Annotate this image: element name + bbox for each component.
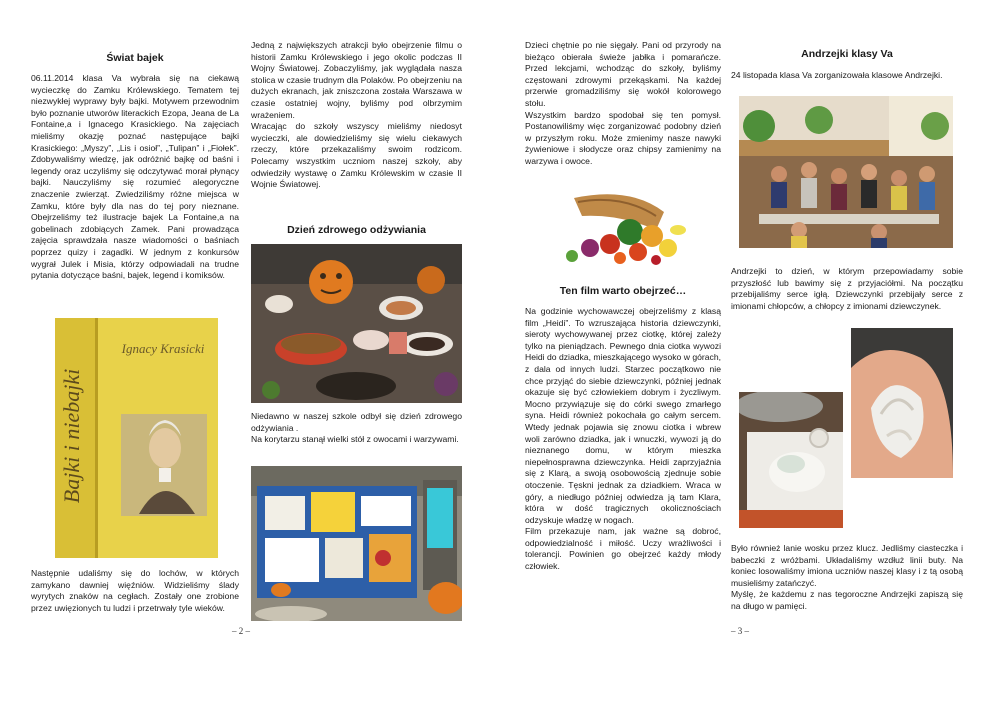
article-title-ten-film: Ten film warto obejrzeć… xyxy=(559,285,687,297)
article-paragraph: Było również lanie wosku przez klucz. Jedliśmy ciasteczka i babeczki z wróżbami. Układaliśmy wzdłuż linii buty. Na koniec losowaliśmy imiona uczniów naszej klasy i z tą osobą musieliśmy zatańczyć. xyxy=(731,543,963,588)
article-paragraph: Dzieci chętnie po nie sięgały. Pani od przyrody na bieżąco obierała świeże jabłka i pomarańcze. Przed lekcjami, wchodząc do szkoły, byliśmy częstowani zdrowymi przekąskami. Na każdej przerwie gromadziliśmy się wokół kolorowego stołu. xyxy=(525,40,721,108)
heart-pin-photo xyxy=(851,328,953,478)
article-paragraph: Jedną z największych atrakcji było obejrzenie filmu o historii Zamku Królewskiego i jego okolic podczas II Wojny Światowej. Zobaczyliśmy, jak wyglądała nasza stolica w czasie trudnym dla Polaków. Po obejrzeniu na dużych ekranach, jak zniszczona została Warszawa w czasie ostatniej wojny, byliśmy pod olbrzymim wrażeniem. xyxy=(251,40,462,120)
book-author-text: Ignacy Krasicki xyxy=(121,341,205,356)
article-paragraph: Na korytarzu stanął wielki stół z owocami i warzywami. xyxy=(251,434,459,445)
article-paragraph: Myślę, że każdemu z nas tegoroczne Andrzejki zapiszą się na długo w pamięci. xyxy=(731,589,963,611)
fruit-cornucopia-image xyxy=(560,186,690,266)
page-number-3: – 3 – xyxy=(731,626,749,636)
article-paragraph: 06.11.2014 klasa Va wybrała się na ciekawą wycieczkę do Zamku Królewskiego. Tematem tej niezwykłej wyprawy były bajki. Motywem przewodnim było poznanie utworów literackich Ezopa, Jeana de La Fontaine,a i Ignacego Krasickiego. Na zajęciach mieliśmy okazję poznać następujące bajki Krasickiego: „Myszy”, „Lis i osioł”, „Tulipan” i „Fiołek”. Zdobywaliśmy wiedzę, jak odróżnić bajkę od baśni i legendy oraz uczyliśmy się odczytywać morał płynący bajki. Nauczyliśmy się rozumieć alegoryczne znaczenie zwierząt. Zwiedziliśmy różne miejsca w Zamku, które były dla nas do tej pory nieznane. Obejrzeliśmy też ilustracje bajek La Fontaine,a na gobelinach zdobiących Zamek. Pani prowadząca zajęcia sprawdzała nasze wiadomości o baśniach poprzez quizy i zagadki. W jednym z konkursów wygrał Julek i Misia, którzy odpowiadali na trudne pytania dotyczące baśni, bajek, legend i komiksów. xyxy=(31,73,239,281)
column-dzien-zdrowego xyxy=(251,411,462,446)
article-paragraph: Na godzinie wychowawczej obejrzeliśmy z klasą film „Heidi”. To wzruszająca historia dziewczynki, sieroty wychowywanej przez ciotkę, której zależy tylko na pieniądzach. Pewnego dnia ciotka wywozi Heidi do dziadka, mieszkającego wysoko w górach, z dala od innych ludzi. Starzec początkowo nie chce przyjąć do siebie dziewczynki, później jednak okazuje się być człowiekiem dobrym i życzliwym. Mocno przywiązuje się do córki swego zmarłego syna. Heidi również pokochała go całym sercem. Wtedy jednak pojawia się znowu ciotka i wbrew woli zarówno dziadka, jak i wnuczki, wywozi ją do nieznanego domu, w którym mieszka niepełnosprawna dziewczynka. Heidi zaprzyjaźnia się z Klarą, a swoją osobowością zjednuje sobie otoczenie. Tęskni jednak za dziadkiem. Wraca w góry, a niedługo później odwiedza ją tam Klara, która w dość tragicznych okolicznościach odzyskuje władzę w nogach. xyxy=(525,306,721,525)
column-lochy xyxy=(31,568,239,614)
article-title-andrzejki: Andrzejki klasy Va xyxy=(801,48,893,60)
column-andrzejki-opis xyxy=(731,266,963,312)
book-title-text: Bajki i niebajki xyxy=(59,368,84,504)
wax-pouring-photo xyxy=(739,392,843,528)
article-paragraph: Niedawno w naszej szkole odbył się dzień zdrowego odżywiania . xyxy=(251,411,462,433)
column-film-zamek xyxy=(251,40,462,191)
page-number-2: – 2 – xyxy=(232,626,250,636)
article-paragraph: 24 listopada klasa Va zorganizowała klasowe Andrzejki. xyxy=(731,70,943,80)
column-owoce xyxy=(525,40,721,168)
article-title-dzien-zdrowego: Dzień zdrowego odżywiania xyxy=(287,224,426,236)
column-swiat-bajek xyxy=(31,52,239,282)
corridor-exhibition-photo xyxy=(251,466,462,621)
article-title-swiat-bajek: Świat bajek xyxy=(106,52,164,64)
article-paragraph: Wracając do szkoły wszyscy mieliśmy niedosyt wycieczki, ale dowiedzieliśmy się wielu ciekawych rzeczy, które przekazaliśmy swoim rodzicom. Polecamy wszystkim uczniom naszej szkoły, aby odwiedziły wystawę o Zamku Królewskim w czasie II Wojnie Światowej. xyxy=(251,121,462,190)
article-paragraph: Następnie udaliśmy się do lochów, w których zamykano dawniej więźniów. Widzieliśmy ślady wyrytych znaków na cegłach. Zostały one zrobione przez uwięzionych tu ludzi i przetrwały tyle wieków. xyxy=(31,568,239,613)
article-paragraph: Wszystkim bardzo spodobał się ten pomysł. Postanowiliśmy więc zorganizować podobny dzień w przyszłym roku. Może zmienimy nasze nawyki żywieniowe i słodycze oraz chipsy zamienimy na warzywa i owoce. xyxy=(525,109,721,166)
article-paragraph: Film przekazuje nam, jak ważne są dobroć, odpowiedzialność i miłość. Uczy wrażliwości i tolerancji. Powinien go obejrzeć każdy młody człowiek. xyxy=(525,526,721,572)
column-andrzejki-intro xyxy=(731,70,963,82)
book-cover-photo xyxy=(55,318,218,558)
article-paragraph: Andrzejki to dzień, w którym przepowiadamy sobie przyszłość lub bawimy się z przyjaciółmi. Na początku przebijaliśmy serce igłą. Dziewczynki przebijały serce z imionami chłopców, a chłopcy z imionami dziewczynek. xyxy=(731,266,963,311)
column-heidi xyxy=(525,306,721,573)
column-andrzejki-zabawy xyxy=(731,543,963,613)
class-group-photo xyxy=(739,96,953,248)
healthy-food-table-photo xyxy=(251,244,462,403)
